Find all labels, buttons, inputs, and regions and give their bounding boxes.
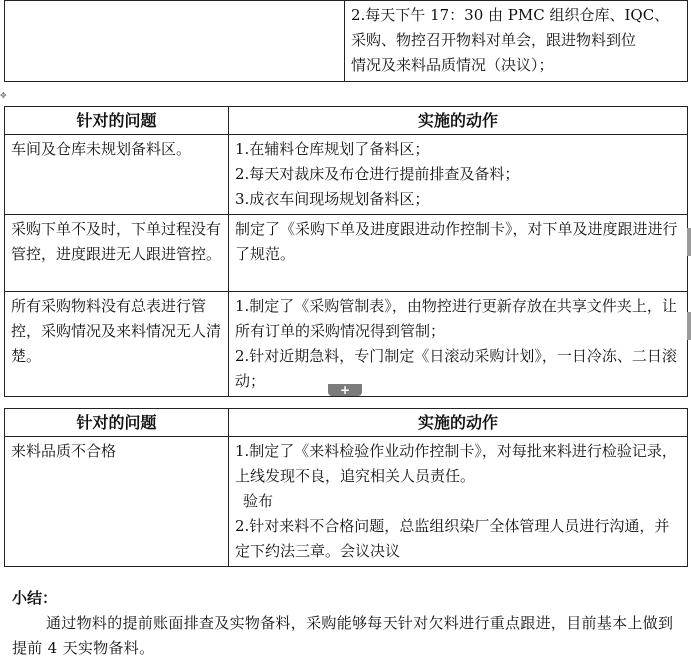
action-line: 1.在辅料仓库规划了备料区； xyxy=(235,140,430,158)
summary-section xyxy=(4,586,687,661)
header-problem: 针对的问题 xyxy=(5,409,229,437)
table-row xyxy=(5,135,688,215)
problem-cell[interactable] xyxy=(5,437,229,567)
action-line: 2.针对近期急料，专门制定《日滚动采购计划》，一日冷冻、二日滚动； xyxy=(235,347,677,390)
header-action: 实施的动作 xyxy=(229,409,688,437)
insert-row-button[interactable]: + xyxy=(328,384,362,396)
header-problem: 针对的问题 xyxy=(5,107,229,135)
problem-action-table-2 xyxy=(4,408,688,567)
problem-cell[interactable] xyxy=(5,135,229,215)
action-line: 1.制定了《来料检验作业动作控制卡》，对每批来料进行检验记录，上线发现不良，追究相关人员责任。 xyxy=(235,442,677,485)
table-header-row xyxy=(5,409,688,437)
top-table xyxy=(4,0,688,82)
summary-title: 小结： xyxy=(12,589,58,607)
summary-body: 通过物料的提前账面排查及实物备料，采购能够每天针对欠料进行重点跟进，目前基本上做到提前 4 天实物备料。 xyxy=(12,614,674,657)
cell-line: 2.每天下午 17：30 由 PMC 组织仓库、IQC、 xyxy=(351,6,670,24)
action-line: 2.针对来料不合格问题，总监组织染厂全体管理人员进行沟通，并定下约法三章。会议决议 xyxy=(235,517,670,560)
problem-text: 所有采购物料没有总表进行管控，采购情况及来料情况无人清楚。 xyxy=(11,297,222,365)
problem-cell[interactable] xyxy=(5,215,229,292)
table-row xyxy=(5,437,688,567)
cell-line: 采购、物控召开物料对单会，跟进物料到位 xyxy=(351,31,637,49)
header-action: 实施的动作 xyxy=(229,107,688,135)
table-header-row xyxy=(5,107,688,135)
table-cell-empty[interactable] xyxy=(5,1,345,82)
action-cell[interactable] xyxy=(229,437,688,567)
problem-action-table-1 xyxy=(4,106,688,397)
problem-text: 采购下单不及时，下单过程没有管控，进度跟进无人跟进管控。 xyxy=(11,220,222,263)
problem-cell[interactable] xyxy=(5,292,229,397)
resize-handle[interactable] xyxy=(687,312,691,340)
resize-handle[interactable] xyxy=(687,228,691,256)
problem-text: 来料品质不合格 xyxy=(11,442,117,460)
problem-text: 车间及仓库未规划备料区。 xyxy=(11,140,192,158)
action-line: 3.成衣车间现场规划备料区； xyxy=(235,190,430,208)
action-line: 制定了《采购下单及进度跟进动作控制卡》，对下单及进度跟进进行了规范。 xyxy=(235,220,678,263)
action-cell[interactable] xyxy=(229,292,688,397)
table-anchor-icon[interactable]: ✥ xyxy=(0,91,7,100)
action-line: 验布 xyxy=(243,492,274,510)
action-line: 2.每天对裁床及布仓进行提前排查及备料； xyxy=(235,165,520,183)
cell-line: 情况及来料品质情况（决议）； xyxy=(351,56,554,74)
table-cell[interactable] xyxy=(345,1,688,82)
table-row xyxy=(5,292,688,397)
action-line: 1.制定了《采购管制表》，由物控进行更新存放在共享文件夹上，让所有订单的采购情况得到管制； xyxy=(235,297,677,340)
table-row xyxy=(5,1,688,82)
table-row xyxy=(5,215,688,292)
action-cell[interactable] xyxy=(229,215,688,292)
action-cell[interactable] xyxy=(229,135,688,215)
